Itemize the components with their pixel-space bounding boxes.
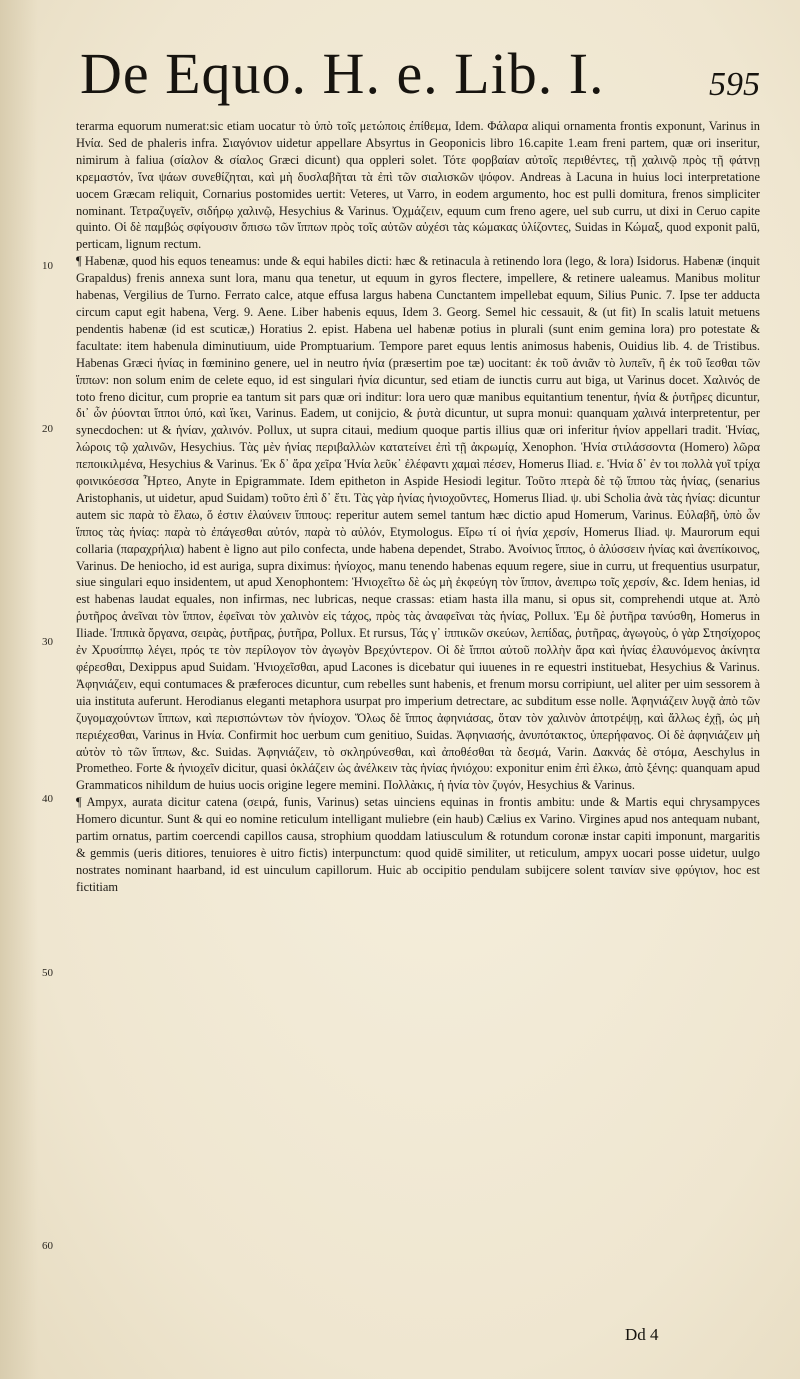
signature-mark: Dd 4 [625, 1325, 659, 1344]
line-number: 50 [42, 967, 53, 979]
running-head [70, 40, 760, 120]
paragraph-ampyx: ¶ Ampyx, aurata dicitur catena (σειρά, funis, Varinus) setas uinciens equinas in frontis ambitu: unde & Martis equi chrysampyces Homero dicuntur. Sunt & qui eo nomine reticulum intelligant muliebre (ein haub) Cælius ex Varino. Virgines apud nos antequam nubant, partim ornatus, partim coercendi capillos causa, strophium quoddam latiusculum & rotundum coronæ instar capiti imponunt, margaritis & gemmis (ueris ditiores, tenuiores è uitro fictis) interpunctum: quod quidē similiter, ut reticulum, ampyx uocari posse uidetur, uulgo nostrates nominant haarband, id est uinculum capillorum. Huic ab occipitio pendulam subijcere solent ταινίαν sive φρύγιον, hoc est fictitiam [76, 795, 760, 894]
paragraph-freni: terarma equorum numerat:sic etiam uocatur τὸ ὑπὸ τοῖς μετώποις ἐπίθεμα, Idem. Φάλαρα aliqui ornamenta frontis exponunt, Varinus in Ηνία. Sed de phaleris infra. Σιαγόνιον uidetur appellare Absyrtus in Geoponicis libro 16.capite 1.eam freni partem, quæ ori inseritur, nimirum à faliua (σίαλον & σίαλος Græci dicunt) qua oppleri solet. Τότε φορβαίαν αὐτοῖς περιθέντες, τῇ χαλινῷ πρὸς τῇ φάτνῃ κρεμαστόν, ἵνα ψάων συνεθίζηται, καὶ μὴ δυσλαβῆται τὰ ἐπὶ τῶν σιαλισκῶν ψόφον. Andreas à Lacuna in huius loci interpretatione uocem Græcam reliquit, Cornarius postomides uertit: Veteres, ut Varro, in eodem argumento, hoc est pulli domitura, frenos simpliciter nominant. Τετραζυγεῖν, σιδήρῳ χαλινῷ, Hesychius & Varinus. Ὀχμάζειν, equum cum freno agere, uel sub curru, ut dixi in Ceruo capite quinto. Οἱ δὲ παμβώς σφίγουσιν ὅπισω τῶν ἵππων πρὸς τοῖς αὐτῶν αὐχέσι τὰς κώμακας ὑλίζοντες, Suidas in Κώμαξ, quod exponit palū, perticam, lignum rectum. [76, 119, 760, 252]
paragraph-habenae: ¶ Habenæ, quod his equos teneamus: unde & equi habiles dicti: hæc & retinacula à retinendo lora (lego, & lora) Isidorus. Habenæ (inquit Grapaldus) frenis annexa sunt lora, manu qua tenetur, ut equum in gyros flectere, impellere, & retinere ualeamus. Manibus molitur habenas, Vergilius de Turno. Ferrato calce, atque effusa largus habena Cunctantem impellebat equum, Silius Punic. 7. Ipse ter adducta circum caput egit habena, Verg. 9. Aene. Liber habenis equus, Idem 3. Georg. Semel hic cessauit, & (ut fit) In scalis latuit metuens pendentis habenæ (id est scuticæ,) Horatius 2. epist. Habena uel habenæ potius in plurali (sunt enim gemina lora) pro potestate & facultate: item habenula diminutiuum, uide Promptuarium. Tempore paret equus lentis animosus habenis, Ouidius lib. 4. de Tristibus. Habenas Græci ἡνίας in fœminino genere, uel in neutro ἡνία (præsertim poe tæ) uocitant: ἐκ τοῦ ἀνιᾶν τὸ λυπεῖν, ἢ ἐκ τοῦ ἵεσθαι τῶν ἵππων: non solum enim de celete equo, id est singulari ἡνία dicuntur, sed etiam de iunctis curru aut biga, ut Varinus docet. Χαλινός de toto freno dicitur, cum proprie ea tantum sit pars quæ ori inditur: lora uero quæ manibus equitantium tenentur, ἡνία & ῥυτῆρες dicuntur, δι᾽ ὧν ῥύονται ἵπποι ὑπό, καὶ ἵκει, Varinus. Eadem, ut conijcio, & ῥυτὰ dicuntur, ut supra monui: quanquam χαλινά interpretentur, per synecdochen: ut & ἡνίαν, χαλινόν. Pollux, ut supra citaui, medium quoque partis illius quæ ori inferitur ἡνίον appellari tradit. Ἡνίας, λώροις τῷ χαλινῶν, Hesychius. Τὰς μὲν ἡνίας περιβαλλὼν κατατείνει ἐπὶ τῇ ἀκρωμίᾳ, Xenophon. Ἡνία στιλάσσοντα (Homero) λῶρα πεποικιλμένα, Hesychius & Varinus. Ἐκ δ᾽ ἄρα χεῖρα Ἡνία λεῦκ᾽ ἐλέφαντι χαμαὶ πέσεν, Homerus Iliad. ε. Ἡνία δ᾽ ἐν τοι πολλὰ γυῖ τρίχα φοινικόεσσα Ἦρτεο, Anyte in Epigrammate. Idem epitheton in Aspide Hesiodi legitur. Τοῦτο πτερὰ δὲ τῷ ἵππου τὰς ἡνίας, (senarius Aristophanis, ut uidetur, apud Suidam) τοῦτο ἐπὶ δ᾽ ἔτι. Τὰς γὰρ ἡνίας ἡνιοχοῦντες, Homerus Iliad. ψ. ubi Scholia ἀνὰ τὰς ἡνίας: dicuntur autem sic παρὰ τὸ ἔλαω, ὅ ἐστιν ἐλαύνειν ἵππους: reperitur autem semel tantum hæc dictio apud Homerum, Varinus. Εὐλαβῆ, ὑπὸ ὧν ἵππος τὰς ἡνίας: παρὰ τὸ ἐπάγεσθαι αὐτόν, παρὰ τὸ αὐλόν, Etymologus. Εἴρω τί οἱ ἡνία χερσίν, Homerus Iliad. ψ. Maurorum equi collaria (παραχρήλια) habent è ligno aut pilo confecta, unde habena dependet, Strabo. Ἀνοίνιος ἵππος, ὁ ἀλύσσειν ἡνίας καὶ ἀνεπίκοινος, Varinus. De heniocho, id est auriga, supra diximus: ἡνίοχος, manu tenendo habenas equum regere, siue in curru, ut frequentius usurpatur, siue singulari equo insidentem, ut apud Xenophontem: Ἡνιοχεῖτω δὲ ὡς μὴ ἐκφεύγη τὸν ἵππον, ἀνεπιρω τοῖς χερσίν, &c. Idem henias, id est habenas laudat equales, non infirmas, nec lubricas, neque crassas: etiam hasta illa manu, si opus sit, comprehendi utque at. Ἀπὸ ῥυτῆρος ἀνεῖναι τὸν ἵππον, ἐφεῖναι τὸν χαλινὸν εἰς τάχος, πρὸς τὰς ἀναφεῖναι τὰς ἡνίας, Pollux. Ἐμ δὲ ῥυτῆρα τανύσθη, Homerus in Iliade. Ἱππικὰ ὄργανα, σειρὰς, ῥυτῆρας, ῥυτῆρα, Pollux. Et rursus, Τάς γ᾽ ἱππικῶν σκεύων, λεπίδας, ῥυτῆρας, ἀγωγοὺς, ὁ γὰρ Στησίχορος ἐν Χρυσίππῳ λέγει, πρός τε τὸν περίλογον τὸν ἀγωγὸν Βρεχύντερον. Οἱ δὲ ἵπποι αὐτοῦ πολλὴν ἄρα καὶ ἡνίας ἐλαυνόμενος ἀκίνητα φέρεσθαι, Dexippus apud Suidam. Ἡνιοχεῖσθαι, apud Lacones is dicebatur qui iuuenes in re equestri instituebat, Hesychius & Varinus. Ἀφηνιάζειν, equi contumaces & præferoces dicuntur, cum rebelles sunt habenis, et frenum morsu corripiunt, uel aliter per uim sessorem à uia instituta auferunt. Herodianus eleganti metaphora usurpat pro imperium detrectare, ac subditum esse nolle. Ἀφηνιάζειν λυγᾷ ἀπὸ τῶν ζυγομαχούντων ἵππων, καὶ περισπώντων τὸν ἡνίοχον. Ὅλως δὲ ἵππος ἀφηνιάσας, ὅταν τὸν χαλινὸν ἀποτρέψῃ, καὶ ἄλλως ἐχῇ, ὡς μὴ περιέχεσθαι, Varinus in Ηνία. Confirmit hoc uerbum cum genitiuo, Suidas. Ἀφηνιασής, ἀνυπότακτος, ὑπερήφανος. Οἱ δὲ ἀφηνιάζειν μὴ αὐτὸν τὸ τῶν ἵππων, &c. Suidas. Ἀφηνιάζειν, τὸ σκληρύνεσθαι, καὶ ἀποθέσθαι τὰ δεσμά, Varin. Δακνάς δὲ στόμα, Aeschylus in Prometheo. Forte & ἡνιοχεῖν dicitur, quasi ὀκλάζειν ὡς ἀνέλκειν τὰς ἡνίας ἡνιόχου: exponitur enim ἐπὶ ἐλκω, ἀπὸ ξένης: quanquam apud Grammaticos nihildum de huius uocis origine legere memini. Πολλὰκις, ἡ ἡνία τὸν ζυγόν, Hesychius & Varinus. [76, 254, 760, 793]
page-number: 595 [709, 66, 760, 103]
line-number: 10 [42, 260, 53, 272]
line-number: 30 [42, 636, 53, 648]
line-number: 60 [42, 1240, 53, 1252]
line-number: 40 [42, 793, 53, 805]
main-text [76, 118, 760, 896]
line-number: 20 [42, 423, 53, 435]
running-head-title: De Equo. H. e. Lib. I. [80, 41, 605, 106]
